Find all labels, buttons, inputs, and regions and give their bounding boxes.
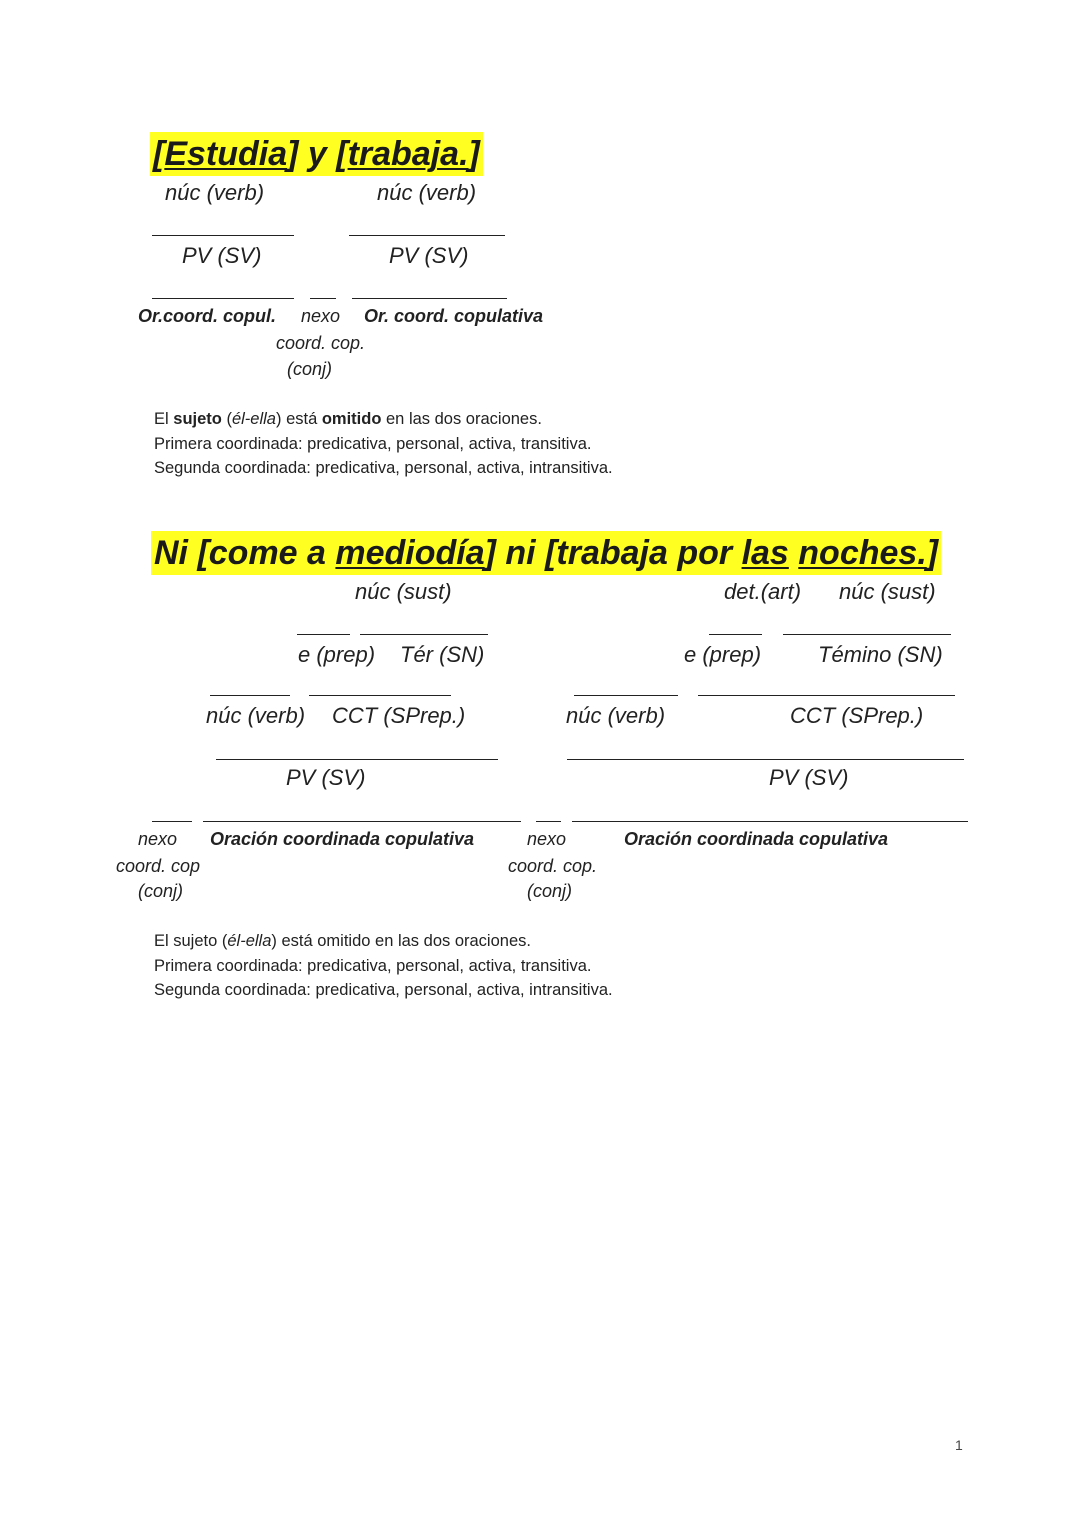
s2-rule	[783, 634, 951, 635]
s1-rule	[352, 298, 507, 299]
s2-rule	[360, 634, 488, 635]
s1-nuc-verb-1: núc (verb)	[165, 180, 265, 205]
conjunction-y: ] y [	[287, 135, 348, 173]
s2-cct-1: CCT (SPrep.)	[332, 703, 466, 728]
page-number: 1	[955, 1437, 963, 1453]
s1-rule	[310, 298, 336, 299]
s2-note-line-2: Primera coordinada: predicativa, personal, activa, transitiva.	[154, 956, 592, 975]
sentence-1-title	[150, 132, 483, 176]
s2-conj-2: (conj)	[527, 881, 573, 901]
s2-temino-sn: Témino (SN)	[818, 642, 943, 667]
s2-rule	[203, 821, 521, 822]
s2-rule	[210, 695, 290, 696]
s2-e-prep-2: e (prep)	[684, 642, 762, 667]
s2-nuc-sust-2: núc (sust)	[839, 579, 936, 604]
s2-rule	[709, 634, 762, 635]
s2-rule	[309, 695, 451, 696]
s2-rule	[567, 759, 964, 760]
s1-conj: (conj)	[287, 359, 333, 379]
s2-nuc-verb-2: núc (verb)	[566, 703, 666, 728]
s2-notes	[154, 929, 613, 1003]
s2-e-prep-1: e (prep)	[298, 642, 376, 667]
s2-pv-1: PV (SV)	[286, 765, 366, 790]
s1-pv-1: PV (SV)	[182, 243, 262, 268]
s1-nexo: nexo	[301, 306, 341, 326]
s2-oracion-2: Oración coordinada copulativa	[624, 829, 889, 849]
s1-notes	[154, 407, 613, 481]
s1-or-coord-copul: Or.coord. copul.	[138, 306, 277, 326]
s1-rule	[152, 235, 294, 236]
s2-nexo-1: nexo	[138, 829, 178, 849]
s2-cct-2: CCT (SPrep.)	[790, 703, 924, 728]
s2-oracion-1: Oración coordinada copulativa	[210, 829, 475, 849]
s2-rule	[572, 821, 968, 822]
s2-rule	[536, 821, 561, 822]
s1-note-line-3: Segunda coordinada: predicativa, personal, activa, intransitiva.	[154, 459, 613, 477]
word-las: las	[741, 534, 789, 572]
s1-coord-cop: coord. cop.	[276, 333, 366, 353]
s2-rule	[574, 695, 678, 696]
bracket-open: [	[153, 135, 165, 173]
s2-det-art: det.(art)	[724, 579, 802, 604]
word-mediodia: mediodía	[335, 534, 485, 572]
s2-nexo-2: nexo	[527, 829, 567, 849]
word-estudia: Estudia	[164, 135, 288, 173]
s2-note-line-1: El sujeto (él-ella) está omitido en las dos oraciones.	[154, 932, 531, 950]
s2-rule	[216, 759, 498, 760]
s1-rule	[152, 298, 294, 299]
s1-note-line-2: Primera coordinada: predicativa, personal, activa, transitiva.	[154, 434, 592, 453]
bracket-close: ]	[468, 135, 480, 173]
word-trabaja: trabaja.	[347, 135, 469, 173]
s2-nuc-verb-1: núc (verb)	[206, 703, 306, 728]
s1-note-line-1: El sujeto (él-ella) está omitido en las dos oraciones.	[154, 410, 542, 428]
s2-conj-1: (conj)	[138, 881, 184, 901]
s1-or-coord-copulativa: Or. coord. copulativa	[364, 306, 544, 326]
sentence-2-title: Ni [come a mediodía] ni [trabaja por las noches.]	[151, 531, 941, 575]
s2-pv-2: PV (SV)	[769, 765, 849, 790]
s2-rule	[297, 634, 350, 635]
s1-pv-2: PV (SV)	[389, 243, 469, 268]
s2-ter-sn: Tér (SN)	[400, 642, 485, 667]
word-noches: noches.	[798, 534, 927, 572]
s2-nuc-sust-1: núc (sust)	[355, 579, 452, 604]
s2-rule	[698, 695, 955, 696]
s2-rule	[152, 821, 192, 822]
s1-rule	[349, 235, 505, 236]
s2-coord-cop-2: coord. cop.	[508, 856, 598, 876]
s2-note-line-3: Segunda coordinada: predicativa, personal, activa, intransitiva.	[154, 981, 613, 999]
s2-coord-cop-1: coord. cop	[116, 856, 201, 876]
s1-nuc-verb-2: núc (verb)	[377, 180, 477, 205]
